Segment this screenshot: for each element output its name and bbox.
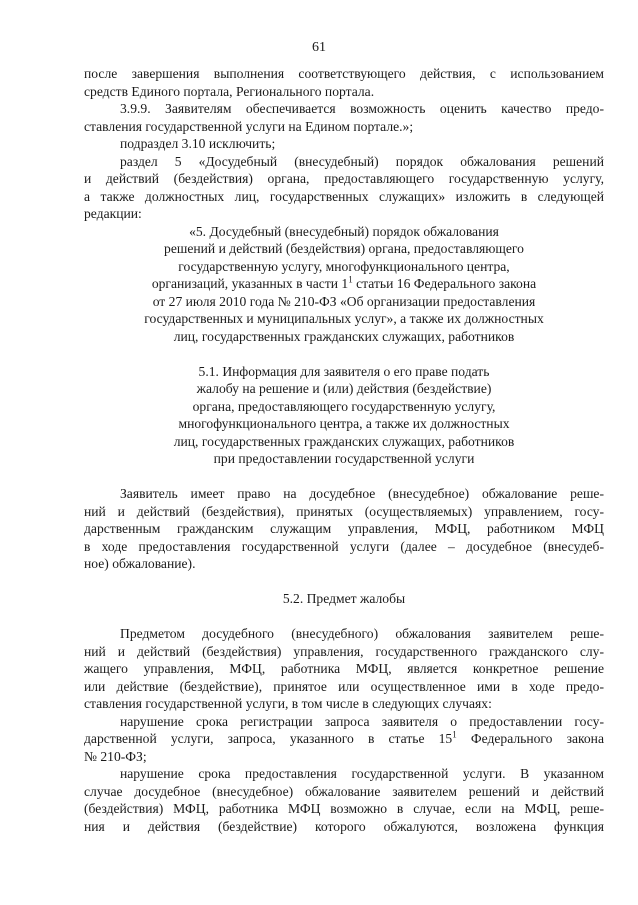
line-text: дарственной услуги, запроса, указанного в статье 15: [84, 731, 453, 746]
document-body: [84, 65, 604, 835]
text-line: ставления государственной услуги, в том числе в следующих случаях:: [84, 696, 492, 711]
spacer: [84, 345, 604, 363]
spacer: [84, 468, 604, 486]
heading-line: органа, предоставляющего государственную услугу,: [192, 398, 496, 414]
section-5-heading: [84, 223, 604, 346]
heading-line: от 27 июля 2010 года № 210-ФЗ «Об организации предоставления: [152, 293, 536, 309]
text-line: Предметом досудебного (внесудебного) обжалования заявителем реше-: [120, 626, 604, 641]
section-5-2-heading: 5.2. Предмет жалобы: [282, 591, 406, 606]
heading-line: государственных и муниципальных услуг», а также их должностных: [144, 311, 544, 326]
heading-line: при предоставлении государственной услуги: [213, 451, 475, 466]
spacer: [84, 608, 604, 626]
text-line: нарушение срока предоставления государственной услуги. В указанном: [120, 766, 604, 781]
heading-line: решений и действий (бездействия) органа, предоставляющего: [164, 241, 524, 256]
text-line: № 210-ФЗ;: [84, 748, 147, 764]
text-line: ное) обжалование).: [84, 556, 196, 571]
paragraph-3-9-9: [84, 100, 604, 135]
text-line: ний и действий (бездействия) управления, государственного гражданского слу-: [84, 643, 604, 659]
text-line: дарственным гражданским служащим управления, МФЦ, работником МФЦ: [84, 521, 604, 536]
text-line: [84, 730, 604, 748]
heading-line: [84, 275, 604, 293]
text-line: редакции:: [84, 206, 142, 221]
heading-line: 5.1. Информация для заявителя о его праве подать: [198, 363, 490, 379]
paragraph-section-5-amendment: [84, 153, 604, 223]
heading-line: жалобу на решение и (или) действия (бездействие): [196, 381, 492, 396]
text-line: ния и действия (бездействие) которого обжалуются, возложена функция: [84, 818, 604, 834]
text-line: после завершения выполнения соответствующего действия, с использованием: [84, 66, 604, 81]
text-line: средств Единого портала, Регионального портала.: [84, 83, 375, 99]
text-line: ставления государственной услуги на Едином портале.»;: [84, 118, 414, 134]
heading-line: лиц, государственных гражданских служащих, работников: [173, 328, 515, 344]
heading-line: «5. Досудебный (внесудебный) порядок обжалования: [189, 223, 499, 239]
text-line: ний и действий (бездействия), принятых (осуществляемых) управлением, госу-: [84, 503, 604, 519]
line-text: Федерального закона: [456, 731, 604, 746]
paragraph-subsection-3-10: подраздел 3.10 исключить;: [120, 136, 276, 151]
text-line: раздел 5 «Досудебный (внесудебный) порядок обжалования решений: [120, 153, 604, 169]
spacer: [84, 573, 604, 591]
text-line: или действие (бездействие), принятое или осуществленное ими в ходе предо-: [84, 678, 604, 694]
paragraph-term-violation: [84, 765, 604, 835]
paragraph-5-1: [84, 485, 604, 573]
text-line: нарушение срока регистрации запроса заявителя о предоставлении госу-: [120, 713, 604, 729]
text-line: и действий (бездействия) органа, предоставляющего государственную услугу,: [84, 171, 604, 186]
section-5-1-heading: [84, 363, 604, 468]
text-line: в ходе предоставления государственной услуги (далее – досудебное (внесудеб-: [84, 538, 604, 554]
text-line: жащего управления, МФЦ, работника МФЦ, является конкретное решение: [84, 661, 604, 676]
paragraph-continuation: [84, 65, 604, 100]
heading-line: многофункционального центра, а также их должностных: [178, 416, 510, 431]
paragraph-registration-violation: [84, 713, 604, 766]
heading-line: лиц, государственных гражданских служащих, работников: [173, 433, 515, 449]
page-number: 61: [312, 40, 326, 55]
text-line: случае досудебное (внесудебное) обжалование заявителем решений и действий: [84, 783, 604, 799]
heading-text: статьи 16 Федерального закона: [352, 276, 537, 291]
superscript: 1: [452, 729, 457, 740]
heading-text: организаций, указанных в части 1: [151, 276, 349, 291]
text-line: а также должностных лиц, государственных служащих» изложить в следующей: [84, 188, 604, 204]
superscript: 1: [348, 274, 353, 285]
heading-line: государственную услугу, многофункционального центра,: [178, 258, 510, 274]
text-line: 3.9.9. Заявителям обеспечивается возможность оценить качество предо-: [120, 101, 604, 116]
text-line: Заявитель имеет право на досудебное (внесудебное) обжалование реше-: [120, 486, 604, 501]
paragraph-5-2: [84, 625, 604, 713]
text-line: (бездействия) МФЦ, работника МФЦ возможно в случае, если на МФЦ, реше-: [84, 801, 604, 816]
